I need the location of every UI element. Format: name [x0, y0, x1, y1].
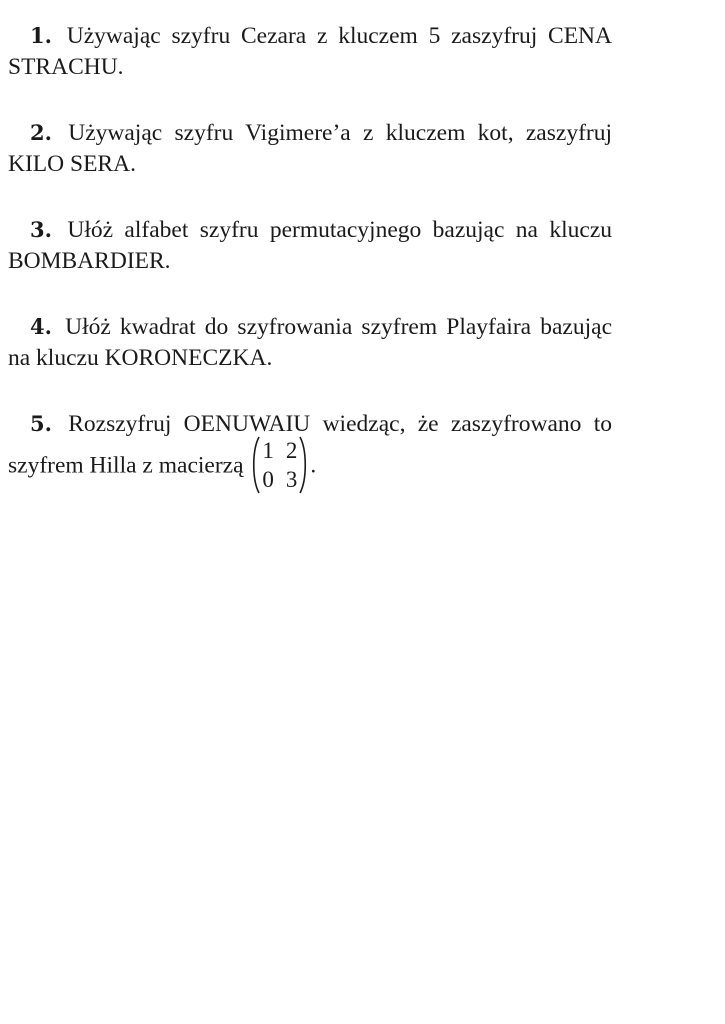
problem-4 [8, 311, 612, 374]
matrix-cell: 1 [262, 438, 274, 463]
problem-5 [8, 408, 612, 496]
problem-2 [8, 117, 612, 180]
problem-text: Używając szyfru Vigimere’a z kluczem kot, zaszyfruj KILO SERA. [8, 120, 612, 177]
problem-number: 1. [30, 23, 52, 48]
problem-text: Rozszyfruj OENUWAIU wiedząc, że zaszyfrowano to [68, 411, 612, 437]
problem-number: 2. [30, 120, 52, 145]
matrix-cell: 0 [262, 467, 274, 492]
exercise-sheet [8, 20, 612, 530]
right-paren [299, 436, 308, 494]
sentence-period: . [310, 452, 317, 479]
matrix-cell: 2 [285, 438, 298, 463]
problem-number: 3. [30, 217, 52, 242]
matrix-grid [260, 436, 299, 494]
problem-3 [8, 214, 612, 277]
problem-line [8, 408, 612, 440]
problem-number: 5. [30, 411, 52, 436]
problem-text: Ułóż alfabet szyfru permutacyjnego bazując na kluczu BOMBARDIER. [8, 217, 613, 274]
problem-number: 4. [30, 314, 52, 339]
problem-text: Używając szyfru Cezara z kluczem 5 zaszyfruj CENA STRACHU. [8, 23, 613, 80]
left-paren [251, 436, 260, 494]
matrix-cell: 3 [285, 467, 298, 492]
problem-text: szyfrem Hilla z macierzą [8, 452, 244, 479]
hill-matrix [251, 436, 308, 494]
problem-1 [8, 20, 612, 83]
problem-line [8, 438, 612, 496]
problem-text: Ułóż kwadrat do szyfrowania szyfrem Playfaira bazując na kluczu KORONECZKA. [8, 314, 612, 371]
